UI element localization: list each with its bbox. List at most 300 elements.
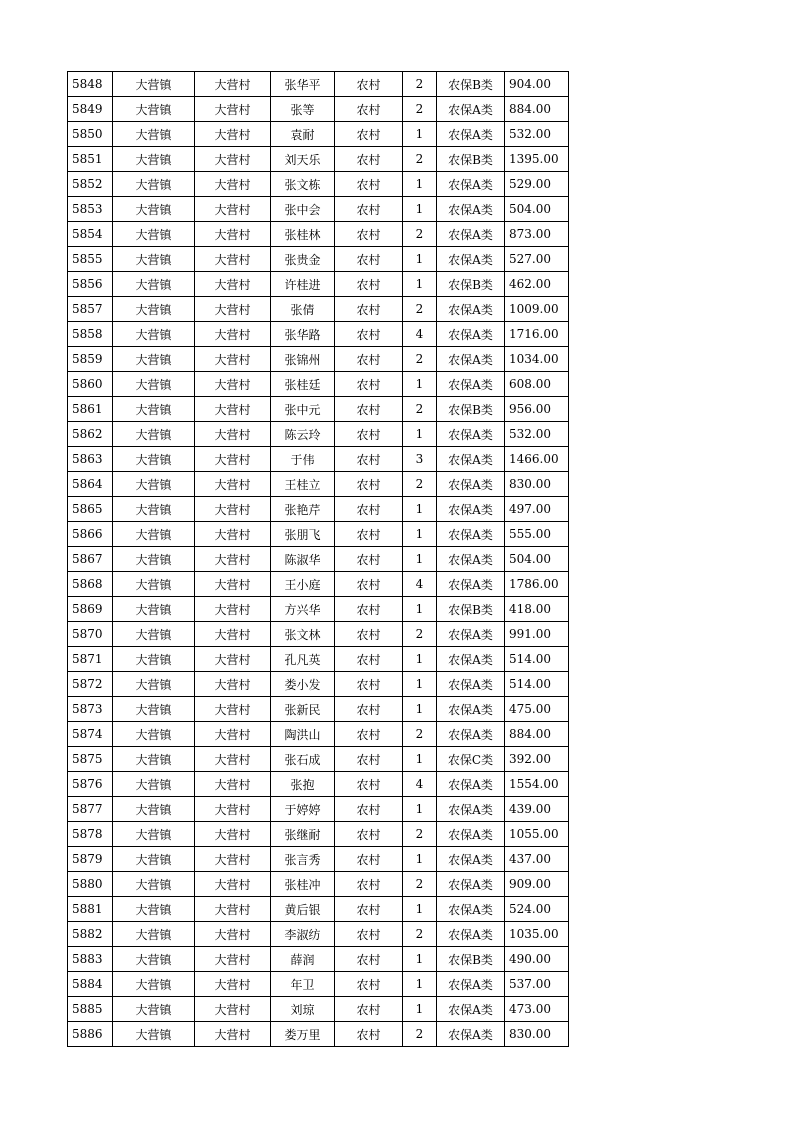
household-type-cell: 农村 [335, 372, 403, 397]
amount-cell: 991.00 [505, 622, 569, 647]
category-cell: 农保A类 [437, 797, 505, 822]
amount-cell: 1554.00 [505, 772, 569, 797]
name-cell: 张朋飞 [271, 522, 335, 547]
village-cell: 大营村 [195, 522, 271, 547]
village-cell: 大营村 [195, 947, 271, 972]
village-cell: 大营村 [195, 447, 271, 472]
amount-cell: 956.00 [505, 397, 569, 422]
name-cell: 许桂进 [271, 272, 335, 297]
name-cell: 张等 [271, 97, 335, 122]
name-cell: 薛润 [271, 947, 335, 972]
category-cell: 农保A类 [437, 822, 505, 847]
table-row [68, 497, 569, 522]
town-cell: 大营镇 [113, 422, 195, 447]
category-cell: 农保A类 [437, 622, 505, 647]
town-cell: 大营镇 [113, 947, 195, 972]
serial-number-cell: 5881 [68, 897, 113, 922]
serial-number-cell: 5876 [68, 772, 113, 797]
table-row [68, 572, 569, 597]
table-row [68, 247, 569, 272]
household-type-cell: 农村 [335, 997, 403, 1022]
table-row [68, 547, 569, 572]
village-cell: 大营村 [195, 897, 271, 922]
household-type-cell: 农村 [335, 597, 403, 622]
town-cell: 大营镇 [113, 747, 195, 772]
village-cell: 大营村 [195, 172, 271, 197]
person-count-cell: 2 [403, 822, 437, 847]
town-cell: 大营镇 [113, 772, 195, 797]
village-cell: 大营村 [195, 247, 271, 272]
name-cell: 刘天乐 [271, 147, 335, 172]
person-count-cell: 2 [403, 347, 437, 372]
household-type-cell: 农村 [335, 922, 403, 947]
amount-cell: 392.00 [505, 747, 569, 772]
category-cell: 农保A类 [437, 122, 505, 147]
serial-number-cell: 5885 [68, 997, 113, 1022]
person-count-cell: 2 [403, 222, 437, 247]
village-cell: 大营村 [195, 872, 271, 897]
person-count-cell: 1 [403, 997, 437, 1022]
village-cell: 大营村 [195, 822, 271, 847]
amount-cell: 1466.00 [505, 447, 569, 472]
name-cell: 娄万里 [271, 1022, 335, 1047]
person-count-cell: 1 [403, 522, 437, 547]
household-type-cell: 农村 [335, 722, 403, 747]
person-count-cell: 1 [403, 947, 437, 972]
name-cell: 黄后银 [271, 897, 335, 922]
serial-number-cell: 5855 [68, 247, 113, 272]
amount-cell: 514.00 [505, 647, 569, 672]
table-row [68, 197, 569, 222]
name-cell: 张石成 [271, 747, 335, 772]
person-count-cell: 4 [403, 572, 437, 597]
table-row [68, 97, 569, 122]
household-type-cell: 农村 [335, 647, 403, 672]
person-count-cell: 2 [403, 97, 437, 122]
household-type-cell: 农村 [335, 472, 403, 497]
serial-number-cell: 5886 [68, 1022, 113, 1047]
person-count-cell: 2 [403, 1022, 437, 1047]
name-cell: 陈淑华 [271, 547, 335, 572]
name-cell: 张文林 [271, 622, 335, 647]
name-cell: 张抱 [271, 772, 335, 797]
town-cell: 大营镇 [113, 847, 195, 872]
amount-cell: 527.00 [505, 247, 569, 272]
household-type-cell: 农村 [335, 497, 403, 522]
serial-number-cell: 5848 [68, 72, 113, 97]
serial-number-cell: 5849 [68, 97, 113, 122]
town-cell: 大营镇 [113, 697, 195, 722]
person-count-cell: 2 [403, 72, 437, 97]
town-cell: 大营镇 [113, 997, 195, 1022]
name-cell: 王小庭 [271, 572, 335, 597]
household-type-cell: 农村 [335, 247, 403, 272]
household-type-cell: 农村 [335, 572, 403, 597]
category-cell: 农保A类 [437, 572, 505, 597]
category-cell: 农保B类 [437, 597, 505, 622]
table-row [68, 372, 569, 397]
town-cell: 大营镇 [113, 897, 195, 922]
household-type-cell: 农村 [335, 747, 403, 772]
serial-number-cell: 5864 [68, 472, 113, 497]
town-cell: 大营镇 [113, 347, 195, 372]
amount-cell: 524.00 [505, 897, 569, 922]
town-cell: 大营镇 [113, 72, 195, 97]
name-cell: 张言秀 [271, 847, 335, 872]
person-count-cell: 1 [403, 247, 437, 272]
amount-cell: 504.00 [505, 197, 569, 222]
town-cell: 大营镇 [113, 797, 195, 822]
table-row [68, 622, 569, 647]
town-cell: 大营镇 [113, 197, 195, 222]
town-cell: 大营镇 [113, 972, 195, 997]
village-cell: 大营村 [195, 647, 271, 672]
table-row [68, 447, 569, 472]
name-cell: 张桂林 [271, 222, 335, 247]
category-cell: 农保A类 [437, 522, 505, 547]
table-row [68, 872, 569, 897]
table-row [68, 522, 569, 547]
serial-number-cell: 5861 [68, 397, 113, 422]
category-cell: 农保B类 [437, 272, 505, 297]
household-type-cell: 农村 [335, 172, 403, 197]
amount-cell: 514.00 [505, 672, 569, 697]
amount-cell: 830.00 [505, 472, 569, 497]
serial-number-cell: 5882 [68, 922, 113, 947]
table-row [68, 897, 569, 922]
serial-number-cell: 5877 [68, 797, 113, 822]
person-count-cell: 2 [403, 472, 437, 497]
town-cell: 大营镇 [113, 472, 195, 497]
category-cell: 农保A类 [437, 222, 505, 247]
village-cell: 大营村 [195, 672, 271, 697]
table-row [68, 922, 569, 947]
table-row [68, 672, 569, 697]
category-cell: 农保A类 [437, 722, 505, 747]
serial-number-cell: 5860 [68, 372, 113, 397]
household-type-cell: 农村 [335, 847, 403, 872]
category-cell: 农保A类 [437, 97, 505, 122]
village-cell: 大营村 [195, 622, 271, 647]
town-cell: 大营镇 [113, 172, 195, 197]
household-type-cell: 农村 [335, 447, 403, 472]
serial-number-cell: 5853 [68, 197, 113, 222]
village-cell: 大营村 [195, 997, 271, 1022]
category-cell: 农保A类 [437, 897, 505, 922]
person-count-cell: 1 [403, 972, 437, 997]
category-cell: 农保A类 [437, 972, 505, 997]
household-type-cell: 农村 [335, 97, 403, 122]
name-cell: 张中会 [271, 197, 335, 222]
table-row [68, 972, 569, 997]
town-cell: 大营镇 [113, 1022, 195, 1047]
name-cell: 娄小发 [271, 672, 335, 697]
category-cell: 农保A类 [437, 297, 505, 322]
category-cell: 农保C类 [437, 747, 505, 772]
town-cell: 大营镇 [113, 322, 195, 347]
amount-cell: 529.00 [505, 172, 569, 197]
village-cell: 大营村 [195, 722, 271, 747]
village-cell: 大营村 [195, 572, 271, 597]
household-type-cell: 农村 [335, 197, 403, 222]
name-cell: 王桂立 [271, 472, 335, 497]
name-cell: 张倩 [271, 297, 335, 322]
table-row [68, 422, 569, 447]
serial-number-cell: 5852 [68, 172, 113, 197]
category-cell: 农保A类 [437, 322, 505, 347]
amount-cell: 1055.00 [505, 822, 569, 847]
amount-cell: 537.00 [505, 972, 569, 997]
person-count-cell: 3 [403, 447, 437, 472]
town-cell: 大营镇 [113, 297, 195, 322]
serial-number-cell: 5880 [68, 872, 113, 897]
table-row [68, 997, 569, 1022]
table-body [68, 72, 569, 1047]
amount-cell: 504.00 [505, 547, 569, 572]
person-count-cell: 2 [403, 872, 437, 897]
table-row [68, 397, 569, 422]
person-count-cell: 1 [403, 747, 437, 772]
category-cell: 农保B类 [437, 147, 505, 172]
person-count-cell: 2 [403, 922, 437, 947]
name-cell: 陶洪山 [271, 722, 335, 747]
amount-cell: 1786.00 [505, 572, 569, 597]
serial-number-cell: 5862 [68, 422, 113, 447]
table-row [68, 722, 569, 747]
table-row [68, 647, 569, 672]
village-cell: 大营村 [195, 372, 271, 397]
person-count-cell: 1 [403, 547, 437, 572]
name-cell: 刘琼 [271, 997, 335, 1022]
serial-number-cell: 5883 [68, 947, 113, 972]
household-type-cell: 农村 [335, 872, 403, 897]
serial-number-cell: 5868 [68, 572, 113, 597]
name-cell: 年卫 [271, 972, 335, 997]
household-type-cell: 农村 [335, 72, 403, 97]
person-count-cell: 1 [403, 122, 437, 147]
household-type-cell: 农村 [335, 422, 403, 447]
town-cell: 大营镇 [113, 497, 195, 522]
person-count-cell: 2 [403, 397, 437, 422]
name-cell: 袁耐 [271, 122, 335, 147]
village-cell: 大营村 [195, 922, 271, 947]
person-count-cell: 1 [403, 372, 437, 397]
name-cell: 张华平 [271, 72, 335, 97]
household-type-cell: 农村 [335, 947, 403, 972]
person-count-cell: 1 [403, 272, 437, 297]
category-cell: 农保A类 [437, 997, 505, 1022]
person-count-cell: 4 [403, 772, 437, 797]
category-cell: 农保A类 [437, 872, 505, 897]
town-cell: 大营镇 [113, 522, 195, 547]
table-row [68, 222, 569, 247]
village-cell: 大营村 [195, 1022, 271, 1047]
name-cell: 于婷婷 [271, 797, 335, 822]
amount-cell: 1009.00 [505, 297, 569, 322]
person-count-cell: 1 [403, 597, 437, 622]
serial-number-cell: 5863 [68, 447, 113, 472]
person-count-cell: 1 [403, 697, 437, 722]
serial-number-cell: 5865 [68, 497, 113, 522]
town-cell: 大营镇 [113, 572, 195, 597]
amount-cell: 462.00 [505, 272, 569, 297]
household-type-cell: 农村 [335, 972, 403, 997]
category-cell: 农保A类 [437, 772, 505, 797]
serial-number-cell: 5875 [68, 747, 113, 772]
table-row [68, 472, 569, 497]
category-cell: 农保A类 [437, 247, 505, 272]
person-count-cell: 2 [403, 147, 437, 172]
table-row [68, 1022, 569, 1047]
table-row [68, 72, 569, 97]
name-cell: 李淑纺 [271, 922, 335, 947]
household-type-cell: 农村 [335, 822, 403, 847]
amount-cell: 1034.00 [505, 347, 569, 372]
person-count-cell: 1 [403, 672, 437, 697]
town-cell: 大营镇 [113, 222, 195, 247]
category-cell: 农保A类 [437, 1022, 505, 1047]
category-cell: 农保A类 [437, 197, 505, 222]
person-count-cell: 1 [403, 647, 437, 672]
town-cell: 大营镇 [113, 97, 195, 122]
name-cell: 张锦州 [271, 347, 335, 372]
category-cell: 农保A类 [437, 447, 505, 472]
name-cell: 张艳芹 [271, 497, 335, 522]
town-cell: 大营镇 [113, 822, 195, 847]
serial-number-cell: 5871 [68, 647, 113, 672]
village-cell: 大营村 [195, 697, 271, 722]
category-cell: 农保A类 [437, 172, 505, 197]
serial-number-cell: 5874 [68, 722, 113, 747]
category-cell: 农保A类 [437, 697, 505, 722]
village-cell: 大营村 [195, 547, 271, 572]
amount-cell: 532.00 [505, 122, 569, 147]
town-cell: 大营镇 [113, 547, 195, 572]
household-type-cell: 农村 [335, 1022, 403, 1047]
table-row [68, 122, 569, 147]
person-count-cell: 1 [403, 847, 437, 872]
serial-number-cell: 5851 [68, 147, 113, 172]
name-cell: 张贵金 [271, 247, 335, 272]
category-cell: 农保A类 [437, 922, 505, 947]
village-cell: 大营村 [195, 397, 271, 422]
village-cell: 大营村 [195, 197, 271, 222]
town-cell: 大营镇 [113, 447, 195, 472]
village-cell: 大营村 [195, 347, 271, 372]
town-cell: 大营镇 [113, 672, 195, 697]
household-type-cell: 农村 [335, 897, 403, 922]
table-row [68, 322, 569, 347]
amount-cell: 909.00 [505, 872, 569, 897]
table-row [68, 772, 569, 797]
name-cell: 张桂廷 [271, 372, 335, 397]
amount-cell: 490.00 [505, 947, 569, 972]
name-cell: 陈云玲 [271, 422, 335, 447]
village-cell: 大营村 [195, 772, 271, 797]
table-row [68, 172, 569, 197]
serial-number-cell: 5879 [68, 847, 113, 872]
table-row [68, 747, 569, 772]
village-cell: 大营村 [195, 97, 271, 122]
amount-cell: 904.00 [505, 72, 569, 97]
table-row [68, 347, 569, 372]
serial-number-cell: 5866 [68, 522, 113, 547]
household-type-cell: 农村 [335, 322, 403, 347]
household-type-cell: 农村 [335, 697, 403, 722]
table-row [68, 847, 569, 872]
records-table [67, 71, 569, 1047]
person-count-cell: 1 [403, 422, 437, 447]
household-type-cell: 农村 [335, 522, 403, 547]
person-count-cell: 2 [403, 722, 437, 747]
category-cell: 农保B类 [437, 72, 505, 97]
amount-cell: 884.00 [505, 722, 569, 747]
village-cell: 大营村 [195, 72, 271, 97]
person-count-cell: 4 [403, 322, 437, 347]
village-cell: 大营村 [195, 497, 271, 522]
household-type-cell: 农村 [335, 772, 403, 797]
serial-number-cell: 5867 [68, 547, 113, 572]
serial-number-cell: 5873 [68, 697, 113, 722]
town-cell: 大营镇 [113, 397, 195, 422]
serial-number-cell: 5859 [68, 347, 113, 372]
amount-cell: 873.00 [505, 222, 569, 247]
village-cell: 大营村 [195, 422, 271, 447]
name-cell: 张华路 [271, 322, 335, 347]
household-type-cell: 农村 [335, 397, 403, 422]
village-cell: 大营村 [195, 297, 271, 322]
category-cell: 农保A类 [437, 647, 505, 672]
serial-number-cell: 5884 [68, 972, 113, 997]
person-count-cell: 1 [403, 172, 437, 197]
household-type-cell: 农村 [335, 347, 403, 372]
name-cell: 张继耐 [271, 822, 335, 847]
amount-cell: 532.00 [505, 422, 569, 447]
serial-number-cell: 5870 [68, 622, 113, 647]
name-cell: 于伟 [271, 447, 335, 472]
table-row [68, 147, 569, 172]
town-cell: 大营镇 [113, 147, 195, 172]
amount-cell: 418.00 [505, 597, 569, 622]
name-cell: 孔凡英 [271, 647, 335, 672]
amount-cell: 1035.00 [505, 922, 569, 947]
amount-cell: 437.00 [505, 847, 569, 872]
table-row [68, 797, 569, 822]
category-cell: 农保A类 [437, 372, 505, 397]
name-cell: 张新民 [271, 697, 335, 722]
amount-cell: 439.00 [505, 797, 569, 822]
village-cell: 大营村 [195, 222, 271, 247]
village-cell: 大营村 [195, 122, 271, 147]
town-cell: 大营镇 [113, 247, 195, 272]
category-cell: 农保A类 [437, 497, 505, 522]
category-cell: 农保A类 [437, 347, 505, 372]
person-count-cell: 1 [403, 797, 437, 822]
household-type-cell: 农村 [335, 622, 403, 647]
household-type-cell: 农村 [335, 122, 403, 147]
name-cell: 张桂冲 [271, 872, 335, 897]
table-row [68, 272, 569, 297]
town-cell: 大营镇 [113, 272, 195, 297]
amount-cell: 608.00 [505, 372, 569, 397]
town-cell: 大营镇 [113, 597, 195, 622]
town-cell: 大营镇 [113, 722, 195, 747]
town-cell: 大营镇 [113, 122, 195, 147]
town-cell: 大营镇 [113, 622, 195, 647]
name-cell: 张中元 [271, 397, 335, 422]
category-cell: 农保B类 [437, 947, 505, 972]
serial-number-cell: 5878 [68, 822, 113, 847]
